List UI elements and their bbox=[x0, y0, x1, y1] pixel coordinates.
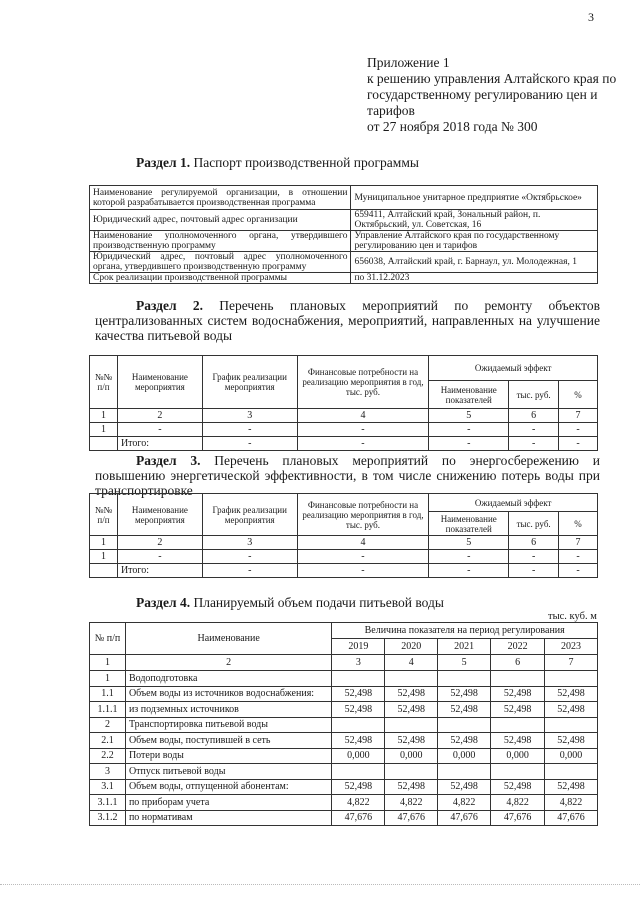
header-year: 2022 bbox=[491, 639, 545, 655]
passport-value: 656038, Алтайский край, г. Барнаул, ул. Молодежная, 1 bbox=[351, 252, 598, 273]
section3-title bbox=[95, 453, 600, 498]
cell: - bbox=[117, 423, 202, 437]
row-number: 3.1 bbox=[90, 779, 126, 795]
header-name: Наименование мероприятия bbox=[117, 356, 202, 409]
total-label: Итого: bbox=[117, 437, 202, 451]
value-cell: 47,676 bbox=[332, 810, 385, 826]
row-name: из подземных источников bbox=[125, 702, 331, 718]
row-number: 3.1.1 bbox=[90, 795, 126, 811]
row-name: Транспортировка питьевой воды bbox=[125, 717, 331, 733]
value-cell: 52,498 bbox=[491, 702, 545, 718]
value-cell: 52,498 bbox=[438, 779, 491, 795]
column-numbers-row bbox=[90, 536, 598, 550]
cell: - bbox=[559, 564, 598, 578]
scan-edge-line bbox=[0, 884, 640, 885]
row-name: по нормативам bbox=[125, 810, 331, 826]
passport-label: Срок реализации производственной программы bbox=[90, 273, 351, 284]
row-number: 3.1.2 bbox=[90, 810, 126, 826]
passport-row bbox=[90, 231, 598, 252]
section1-title-text: Паспорт производственной программы bbox=[190, 155, 419, 170]
col-number: 1 bbox=[90, 655, 126, 671]
row-number: 1.1.1 bbox=[90, 702, 126, 718]
table-row bbox=[90, 779, 598, 795]
value-cell: 47,676 bbox=[438, 810, 491, 826]
value-cell: 0,000 bbox=[491, 748, 545, 764]
header-effect: Ожидаемый эффект bbox=[429, 494, 598, 512]
header-period: Величина показателя на период регулирования bbox=[332, 623, 598, 639]
table-row bbox=[90, 671, 598, 687]
cell: - bbox=[202, 550, 297, 564]
row-name: Объем воды из источников водоснабжения: bbox=[125, 686, 331, 702]
row-number: 3 bbox=[90, 764, 126, 780]
value-cell: 47,676 bbox=[545, 810, 598, 826]
value-cell bbox=[491, 764, 545, 780]
row-number: 1 bbox=[90, 671, 126, 687]
section4-title bbox=[136, 595, 444, 611]
col-number: 7 bbox=[559, 409, 598, 423]
value-cell: 52,498 bbox=[385, 686, 438, 702]
cell: - bbox=[429, 437, 509, 451]
cell: - bbox=[202, 564, 297, 578]
annex-header bbox=[367, 55, 627, 135]
table-row bbox=[90, 686, 598, 702]
value-cell: 4,822 bbox=[385, 795, 438, 811]
value-cell: 52,498 bbox=[332, 733, 385, 749]
page-number: 3 bbox=[588, 10, 594, 24]
water-supply-volume-table bbox=[89, 622, 598, 826]
column-numbers-row bbox=[90, 655, 598, 671]
annex-date: от 27 ноября 2018 года № 300 bbox=[367, 119, 538, 134]
value-cell bbox=[438, 717, 491, 733]
header-effect: Ожидаемый эффект bbox=[429, 356, 598, 381]
row-number: 2 bbox=[90, 717, 126, 733]
cell: - bbox=[117, 550, 202, 564]
row-name: Объем воды, отпущенной абонентам: bbox=[125, 779, 331, 795]
value-cell bbox=[332, 764, 385, 780]
cell: - bbox=[559, 550, 598, 564]
row-name: Потери воды bbox=[125, 748, 331, 764]
value-cell: 52,498 bbox=[545, 733, 598, 749]
table-row bbox=[90, 550, 598, 564]
section3-title-bold: Раздел 3. bbox=[136, 453, 201, 468]
section4-title-bold: Раздел 4. bbox=[136, 595, 191, 610]
col-number: 5 bbox=[429, 409, 509, 423]
cell: - bbox=[202, 437, 297, 451]
col-number: 7 bbox=[559, 536, 598, 550]
value-cell bbox=[438, 764, 491, 780]
value-cell bbox=[545, 764, 598, 780]
passport-table bbox=[89, 185, 598, 284]
value-cell: 52,498 bbox=[545, 702, 598, 718]
cell: - bbox=[509, 550, 559, 564]
value-cell bbox=[385, 671, 438, 687]
header-indicator-rub: тыс. руб. bbox=[509, 381, 559, 409]
total-row bbox=[90, 564, 598, 578]
col-number: 2 bbox=[125, 655, 331, 671]
header-num: № п/п bbox=[90, 623, 126, 655]
value-cell: 4,822 bbox=[332, 795, 385, 811]
col-number: 5 bbox=[438, 655, 491, 671]
col-number: 2 bbox=[117, 409, 202, 423]
passport-row bbox=[90, 273, 598, 284]
header-finance: Финансовые потребности на реализацию мероприятия в год, тыс. руб. bbox=[297, 494, 429, 536]
passport-label: Юридический адрес, почтовый адрес организации bbox=[90, 210, 351, 231]
col-number: 6 bbox=[509, 536, 559, 550]
value-cell bbox=[332, 671, 385, 687]
col-number: 3 bbox=[202, 409, 297, 423]
cell bbox=[90, 437, 118, 451]
col-number: 4 bbox=[297, 536, 429, 550]
col-number: 6 bbox=[509, 409, 559, 423]
row-number: 2.2 bbox=[90, 748, 126, 764]
cell: - bbox=[429, 564, 509, 578]
col-number: 3 bbox=[202, 536, 297, 550]
passport-row bbox=[90, 210, 598, 231]
row-name: по приборам учета bbox=[125, 795, 331, 811]
value-cell: 0,000 bbox=[385, 748, 438, 764]
passport-row bbox=[90, 252, 598, 273]
header-indicator-name: Наименование показателей bbox=[429, 381, 509, 409]
section1-title-bold: Раздел 1. bbox=[136, 155, 191, 170]
column-numbers-row bbox=[90, 409, 598, 423]
header-schedule: График реализации мероприятия bbox=[202, 494, 297, 536]
cell: - bbox=[202, 423, 297, 437]
col-number: 1 bbox=[90, 536, 118, 550]
value-cell: 4,822 bbox=[491, 795, 545, 811]
table-row bbox=[90, 795, 598, 811]
value-cell: 52,498 bbox=[491, 686, 545, 702]
passport-value: по 31.12.2023 bbox=[351, 273, 598, 284]
passport-value: Управление Алтайского края по государственному регулированию цен и тарифов bbox=[351, 231, 598, 252]
value-cell bbox=[545, 671, 598, 687]
repair-measures-table bbox=[89, 355, 598, 451]
header-schedule: График реализации мероприятия bbox=[202, 356, 297, 409]
table-row bbox=[90, 423, 598, 437]
cell: - bbox=[429, 550, 509, 564]
table-row bbox=[90, 733, 598, 749]
value-cell: 52,498 bbox=[438, 686, 491, 702]
total-label: Итого: bbox=[117, 564, 202, 578]
passport-label: Наименование регулируемой организации, в отношении которой разрабатывается производственная программа bbox=[90, 186, 351, 210]
value-cell: 0,000 bbox=[545, 748, 598, 764]
value-cell: 52,498 bbox=[491, 733, 545, 749]
col-number: 5 bbox=[429, 536, 509, 550]
value-cell: 52,498 bbox=[438, 702, 491, 718]
cell: - bbox=[429, 423, 509, 437]
value-cell: 52,498 bbox=[491, 779, 545, 795]
row-name: Отпуск питьевой воды bbox=[125, 764, 331, 780]
row-name: Водоподготовка bbox=[125, 671, 331, 687]
value-cell bbox=[545, 717, 598, 733]
total-row bbox=[90, 437, 598, 451]
header-finance: Финансовые потребности на реализацию мероприятия в год, тыс. руб. bbox=[297, 356, 429, 409]
row-number: 1.1 bbox=[90, 686, 126, 702]
header-name: Наименование мероприятия bbox=[117, 494, 202, 536]
value-cell: 47,676 bbox=[385, 810, 438, 826]
value-cell: 0,000 bbox=[332, 748, 385, 764]
table-row bbox=[90, 717, 598, 733]
col-number: 1 bbox=[90, 409, 118, 423]
cell: 1 bbox=[90, 550, 118, 564]
passport-value: 659411, Алтайский край, Зональный район, п. Октябрьский, ул. Советская, 16 bbox=[351, 210, 598, 231]
value-cell bbox=[385, 717, 438, 733]
passport-value: Муниципальное унитарное предприятие «Октябрьское» bbox=[351, 186, 598, 210]
section3-title-text: Перечень плановых мероприятий по энергосбережению и повышению энергетической эффективности, в том числе снижению потерь воды при транспортировке bbox=[95, 453, 600, 498]
header-indicator-pct: % bbox=[559, 512, 598, 536]
header-indicator-pct: % bbox=[559, 381, 598, 409]
col-number: 7 bbox=[545, 655, 598, 671]
value-cell: 52,498 bbox=[332, 702, 385, 718]
passport-label: Наименование уполномоченного органа, утвердившего производственную программу bbox=[90, 231, 351, 252]
table-row bbox=[90, 748, 598, 764]
section2-title-bold: Раздел 2. bbox=[136, 298, 203, 313]
passport-row bbox=[90, 186, 598, 210]
section4-title-text: Планируемый объем подачи питьевой воды bbox=[190, 595, 444, 610]
row-number: 2.1 bbox=[90, 733, 126, 749]
table-row bbox=[90, 764, 598, 780]
cell: - bbox=[509, 437, 559, 451]
value-cell: 52,498 bbox=[545, 686, 598, 702]
header-num: №№ п/п bbox=[90, 494, 118, 536]
annex-title: Приложение 1 bbox=[367, 55, 450, 70]
header-year: 2019 bbox=[332, 639, 385, 655]
header-year: 2020 bbox=[385, 639, 438, 655]
value-cell bbox=[385, 764, 438, 780]
header-name: Наименование bbox=[125, 623, 331, 655]
value-cell: 52,498 bbox=[385, 702, 438, 718]
passport-label: Юридический адрес, почтовый адрес уполномоченного органа, утвердившего производственную программу bbox=[90, 252, 351, 273]
col-number: 2 bbox=[117, 536, 202, 550]
col-number: 3 bbox=[332, 655, 385, 671]
cell: - bbox=[297, 564, 429, 578]
value-cell bbox=[438, 671, 491, 687]
header-indicator-name: Наименование показателей bbox=[429, 512, 509, 536]
header-year: 2021 bbox=[438, 639, 491, 655]
value-cell: 52,498 bbox=[385, 733, 438, 749]
cell: - bbox=[559, 423, 598, 437]
value-cell: 52,498 bbox=[385, 779, 438, 795]
cell bbox=[90, 564, 118, 578]
value-cell: 52,498 bbox=[332, 686, 385, 702]
cell: - bbox=[559, 437, 598, 451]
cell: - bbox=[509, 564, 559, 578]
cell: - bbox=[297, 550, 429, 564]
header-num: №№ п/п bbox=[90, 356, 118, 409]
cell: - bbox=[509, 423, 559, 437]
cell: 1 bbox=[90, 423, 118, 437]
section1-title bbox=[136, 155, 419, 171]
table-row bbox=[90, 810, 598, 826]
col-number: 6 bbox=[491, 655, 545, 671]
unit-label: тыс. куб. м bbox=[548, 611, 597, 622]
value-cell: 0,000 bbox=[438, 748, 491, 764]
header-indicator-rub: тыс. руб. bbox=[509, 512, 559, 536]
value-cell bbox=[491, 717, 545, 733]
section2-title bbox=[95, 298, 600, 343]
section2-title-text: Перечень плановых мероприятий по ремонту объектов централизованных систем водоснабжения, мероприятий, направленных на улучшение качества питьевой воды bbox=[95, 298, 600, 343]
energy-saving-table bbox=[89, 493, 598, 578]
value-cell bbox=[491, 671, 545, 687]
value-cell: 52,498 bbox=[332, 779, 385, 795]
annex-decision: к решению управления Алтайского края по государственному регулированию цен и тарифов bbox=[367, 71, 617, 118]
value-cell: 52,498 bbox=[438, 733, 491, 749]
row-name: Объем воды, поступившей в сеть bbox=[125, 733, 331, 749]
value-cell: 47,676 bbox=[491, 810, 545, 826]
value-cell: 52,498 bbox=[545, 779, 598, 795]
value-cell: 4,822 bbox=[545, 795, 598, 811]
header-year: 2023 bbox=[545, 639, 598, 655]
cell: - bbox=[297, 423, 429, 437]
col-number: 4 bbox=[297, 409, 429, 423]
cell: - bbox=[297, 437, 429, 451]
col-number: 4 bbox=[385, 655, 438, 671]
value-cell bbox=[332, 717, 385, 733]
table-row bbox=[90, 702, 598, 718]
value-cell: 4,822 bbox=[438, 795, 491, 811]
